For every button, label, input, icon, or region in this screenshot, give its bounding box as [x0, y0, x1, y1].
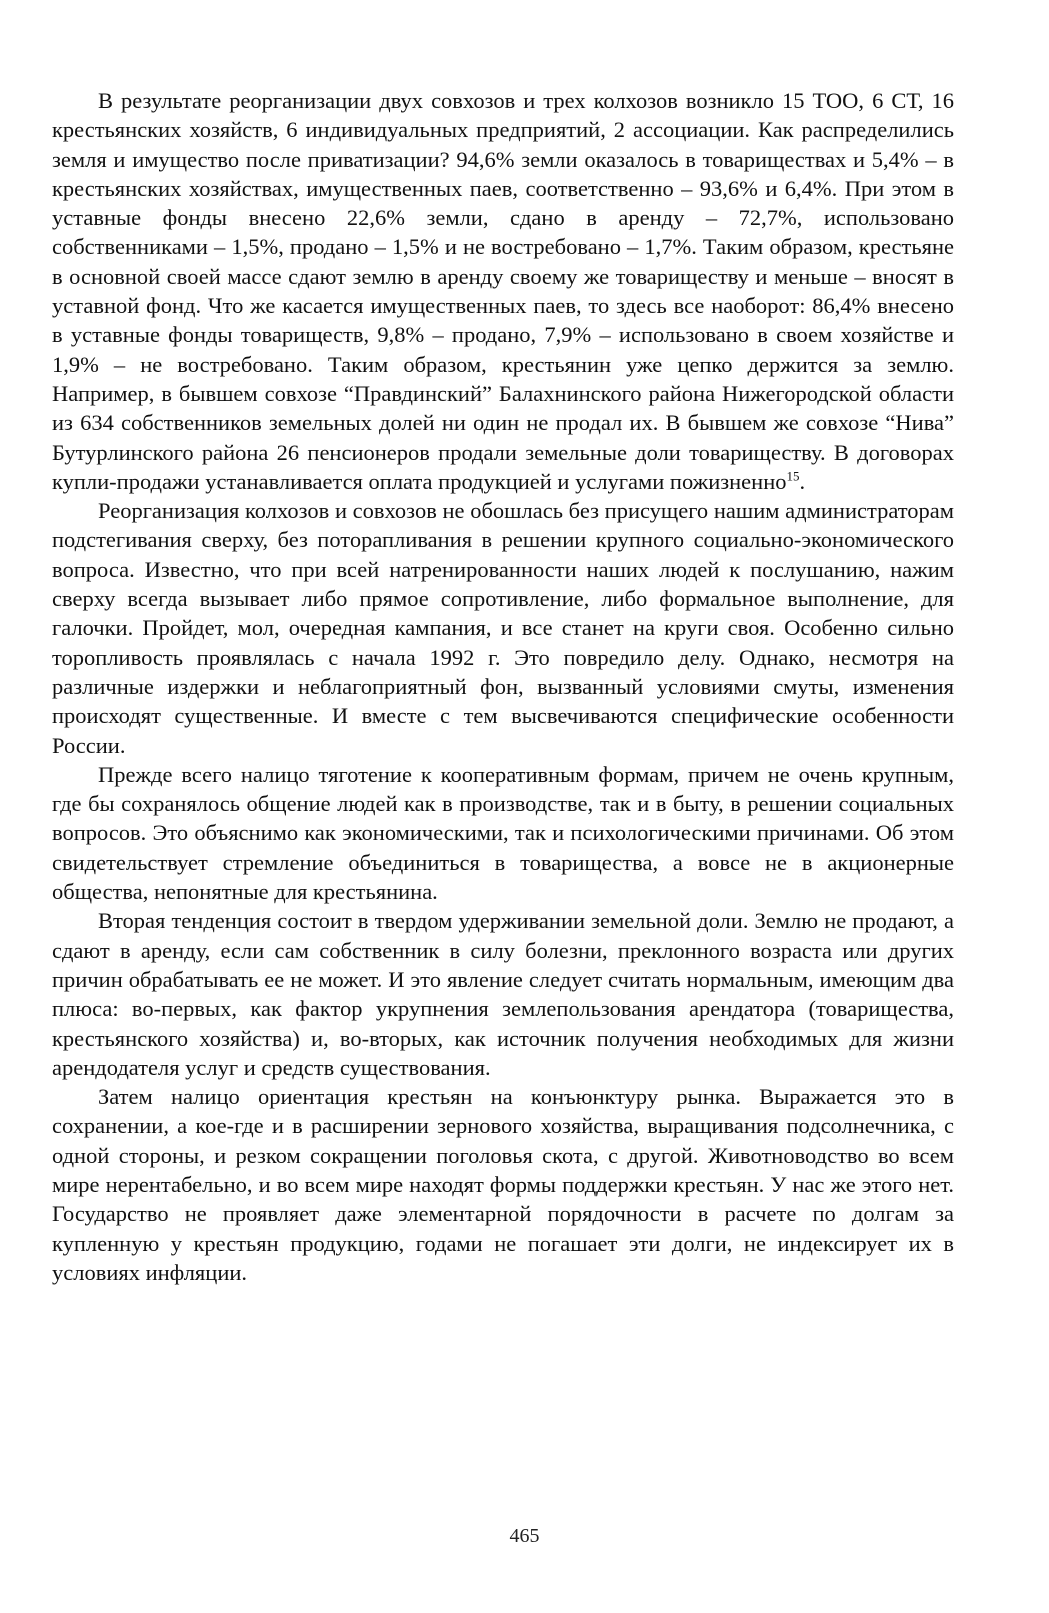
page-body [52, 86, 954, 1287]
paragraph-5: Затем налицо ориентация крестьян на конъюнктуру рынка. Выражается это в сохранении, а кое-где и в расширении зернового хозяйства, выращивания подсолнечника, с одной стороны, и резком сокращении поголовья скота, с другой. Животноводство во всем мире нерентабельно, и во всем мире находят формы поддержки крестьян. У нас же этого нет. Государство не проявляет даже элементарной порядочности в расчете по долгам за купленную у крестьян продукцию, годами не погашает эти долги, не индексирует их в условиях инфляции. [52, 1084, 954, 1285]
paragraph-1-end: . [799, 468, 806, 494]
paragraph-2: Реорганизация колхозов и совхозов не обошлась без присущего нашим администраторам подстегивания сверху, без поторапливания в решении крупного социально-экономического вопроса. Известно, что при всей натренированности наших людей к послушанию, нажим сверху всегда вызывает либо прямое сопротивление, либо формальное выполнение, для галочки. Пройдет, мол, очередная кампания, и все станет на круги своя. Особенно сильно торопливость проявлялась с начала 1992 г. Это повредило делу. Однако, несмотря на различные издержки и неблагоприятный фон, вызванный условиями смуты, изменения происходят существенные. И вместе с тем высвечиваются специфические особенности России. [52, 498, 954, 758]
paragraph-3: Прежде всего налицо тяготение к кооперативным формам, причем не очень крупным, где бы сохранялось общение людей как в производстве, так и в быту, в решении социальных вопросов. Это объяснимо как экономическими, так и психологическими причинами. Об этом свидетельствует стремление объединиться в товарищества, а вовсе не в акционерные общества, непонятные для крестьянина. [52, 761, 954, 905]
paragraph-4: Вторая тенденция состоит в твердом удерживании земельной доли. Землю не продают, а сдают в аренду, если сам собственник в силу болезни, преклонного возраста или других причин обрабатывать ее не может. И это явление следует считать нормальным, имеющим два плюса: во-первых, как фактор укрупнения землепользования арендатора (товарищества, крестьянского хозяйства) и, во-вторых, как источник получения необходимых для жизни арендодателя услуг и средств существования. [52, 908, 954, 1080]
footnote-reference: 15 [786, 468, 800, 484]
paragraph-1 [52, 86, 954, 496]
page-number: 465 [509, 1525, 540, 1547]
paragraph-1-text: В результате реорганизации двух совхозов и трех колхозов возникло 15 ТОО, 6 СТ, 16 крестьянских хозяйств, 6 индивидуальных предприятий, 2 ассоциации. Как распределились земля и имущество после приватизации? 94,6% земли оказалось в товариществах и 5,4% – в крестьянских хозяйствах, имущественных паев, соответственно – 93,6% и 6,4%. При этом в уставные фонды внесено 22,6% земли, сдано в аренду – 72,7%, использовано собственниками – 1,5%, продано – 1,5% и не востребовано – 1,7%. Таким образом, крестьяне в основной своей массе сдают землю в аренду своему же товариществу и меньше – вносят в уставной фонд. Что же касается имущественных паев, то здесь все наоборот: 86,4% внесено в уставные фонды товариществ, 9,8% – продано, 7,9% – использовано в своем хозяйстве и 1,9% – не востребовано. Таким образом, крестьянин уже цепко держится за землю. Например, в бывшем совхозе “Правдинский” Балахнинского района Нижегородской области из 634 собственников земельных долей ни один не продал их. В бывшем же совхозе “Нива” Бутурлинского района 26 пенсионеров продали земельные доли товариществу. В договорах купли-продажи устанавливается оплата продукцией и услугами пожизненно [52, 88, 954, 494]
